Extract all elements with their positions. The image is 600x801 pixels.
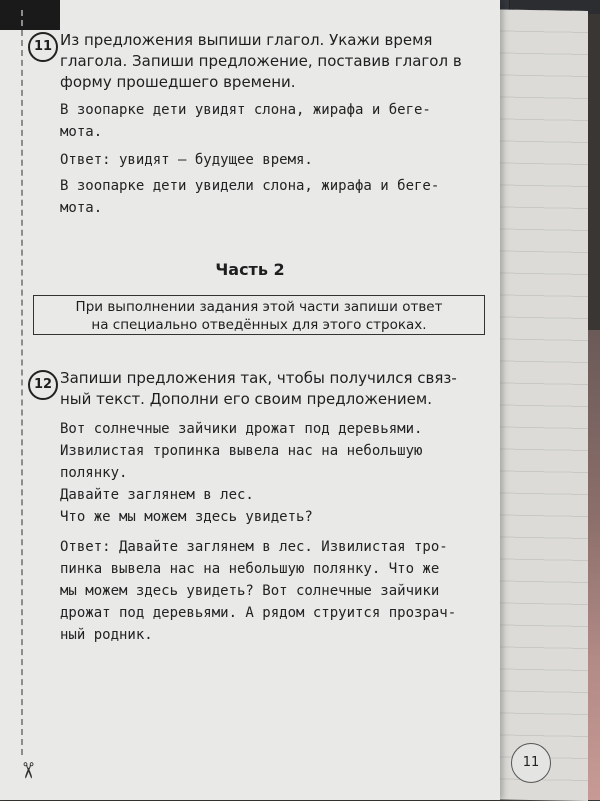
task-sentences: Вот солнечные зайчики дрожат под деревьями. Извилистая тропинка вывела нас на небольшую полянку. Давайте заглянем в лес. Что же мы можем здесь увидеть? [60,421,423,525]
task-number-badge: 12 [28,370,58,400]
task-answer: Ответ: увидят — будущее время. [60,152,313,168]
part-title: Часть 2 [215,260,285,279]
task-sentence: В зоопарке дети увидят слона, жирафа и беге- мота. [60,102,431,140]
task-result: В зоопарке дети увидели слона, жирафа и беге- мота. [60,178,440,216]
page-number: 11 [511,743,551,783]
task-instruction: Из предложения выпиши глагол. Укажи время глагола. Запиши предложение, поставив глагол в форму прошедшего времени. [60,31,462,91]
dark-corner [0,0,60,30]
task-number-badge: 11 [28,32,58,62]
task-answer: Ответ: Давайте заглянем в лес. Извилистая тро- пинка вывела нас на небольшую полянку. Что же мы можем здесь увидеть? Вот солнечные зайчики дрожат под деревьями. А рядом струится прозрач- ный родник. [60,539,457,643]
task-12 [30,368,500,646]
notice-box: При выполнении задания этой части запиши ответ на специально отведённых для этого строках. [33,295,485,335]
cut-line [21,10,23,755]
task-instruction: Запиши предложения так, чтобы получился связ- ный текст. Дополни его своим предложением. [60,369,457,408]
scissors-icon: ✂ [14,761,40,780]
task-11 [30,30,500,219]
